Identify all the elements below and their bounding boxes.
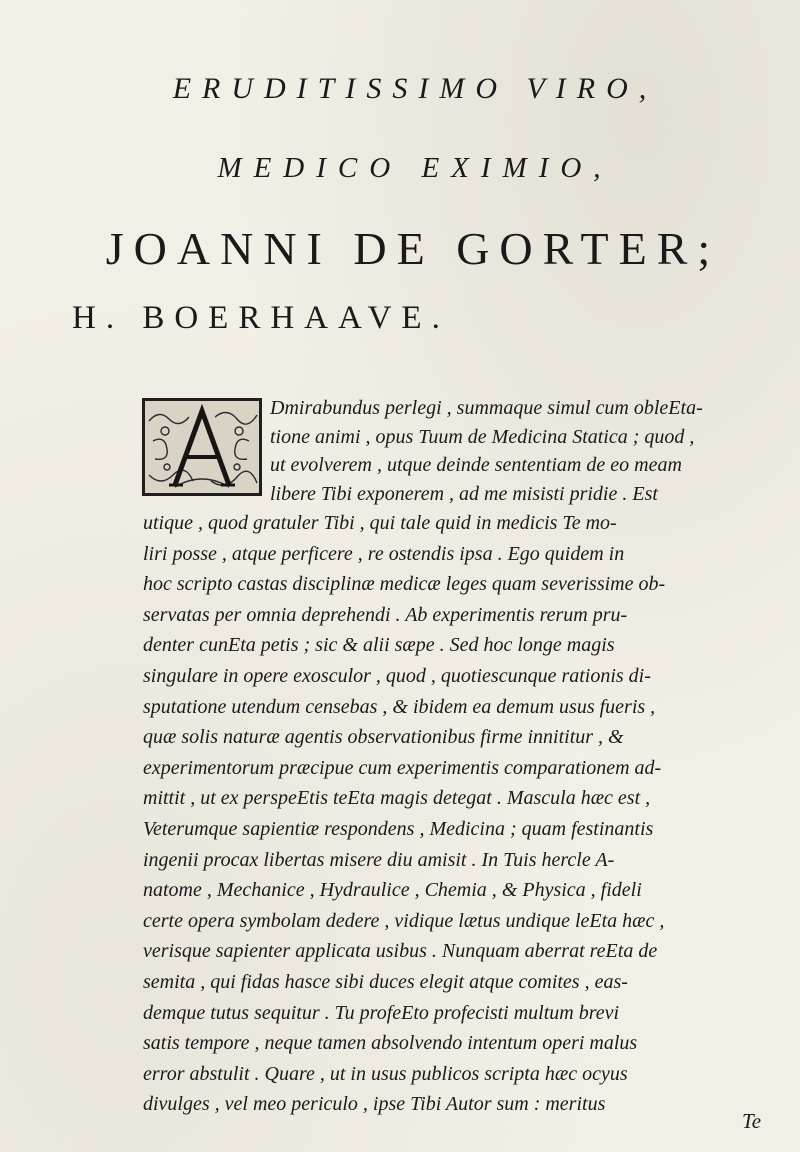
letter-line: denter cunEta petis ; sic & alii sæpe . Sed hoc longe magis <box>143 634 615 657</box>
decorated-initial-a-icon <box>142 398 262 496</box>
letter-line: natome , Mechanice , Hydraulice , Chemia , & Physica , fideli <box>143 879 642 902</box>
letter-line: error abstulit . Quare , ut in usus publicos scripta hæc ocyus <box>143 1062 628 1085</box>
letter-line: servatas per omnia deprehendi . Ab experimentis rerum pru- <box>143 603 628 626</box>
dedication-recipient: JOANNI DE GORTER; <box>105 223 721 274</box>
letter-line: verisque sapienter applicata usibus . Nunquam aberrat reEta de <box>143 940 658 963</box>
letter-line: experimentorum præcipue cum experimentis comparationem ad- <box>143 756 662 779</box>
letter-line: mittit , ut ex perspeEtis teEta magis detegat . Mascula hæc est , <box>143 787 651 810</box>
letter-line: utique , quod gratuler Tibi , qui tale quid in medicis Te mo- <box>143 512 617 534</box>
letter-line: ut evolverem , utque deinde sententiam de eo meam <box>270 454 682 477</box>
letter-line: Veterumque sapientiæ respondens , Medicina ; quam festinantis <box>143 817 654 840</box>
letter-line: libere Tibi exponerem , ad me misisti pridie . Est <box>270 482 658 505</box>
letter-line: divulges , vel meo periculo , ipse Tibi Autor sum : meritus <box>143 1093 606 1116</box>
letter-line: hoc scripto castas disciplinæ medicæ leges quam severissime ob- <box>143 573 666 596</box>
letter-body <box>143 508 793 1120</box>
letter-line: liri posse , atque perficere , re ostendis ipsa . Ego quidem in <box>143 542 625 565</box>
letter-line: demque tutus sequitur . Tu profeEto profecisti multum brevi <box>143 1001 620 1024</box>
letter-line: ingenii procax libertas misere diu amisit . In Tuis hercle A- <box>143 848 615 871</box>
letter-line: singulare in opere exosculor , quod , quotiescunque rationis di- <box>143 664 651 687</box>
letter-opening-lines <box>270 394 790 508</box>
letter-line: Dmirabundus perlegi , summaque simul cum obleEta- <box>270 397 703 419</box>
letter-line: semita , qui fidas hasce sibi duces elegit atque comites , eas- <box>143 970 628 993</box>
letter-line: satis tempore , neque tamen absolvendo intentum operi malus <box>143 1032 638 1055</box>
dedication-author: H. BOERHAAVE. <box>72 300 450 336</box>
letter-line: quæ solis naturæ agentis observationibus firme innititur , & <box>143 726 624 749</box>
catchword: Te <box>742 1109 762 1133</box>
dedication-line-1: ERUDITISSIMO VIRO, <box>172 72 658 105</box>
letter-line: certe opera symbolam dedere , vidique lætus undique leEta hæc , <box>143 909 665 932</box>
letter-line: sputatione utendum censebas , & ibidem ea demum usus fueris , <box>143 695 656 718</box>
initial-a-ornament-icon <box>145 401 259 493</box>
dedication-line-2: MEDICO EXIMIO, <box>217 152 613 184</box>
letter-line: tione animi , opus Tuum de Medicina Statica ; quod , <box>270 425 695 448</box>
